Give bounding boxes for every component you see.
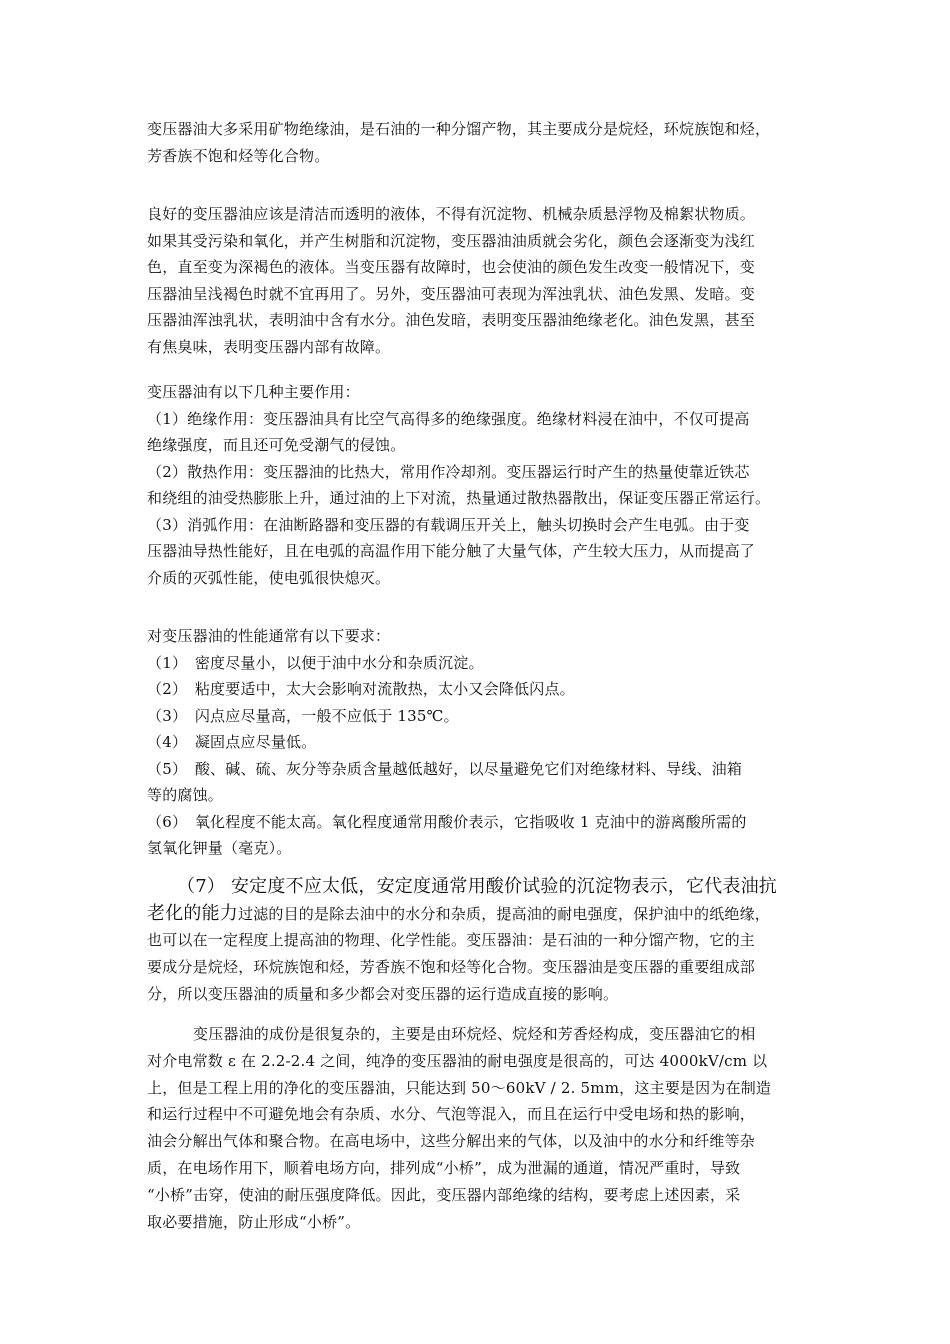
paragraph-intro <box>147 116 812 169</box>
list-item: （6） 氧化程度不能太高。氧化程度通常用酸价表示，它指吸收 1 克油中的游离酸所需的 <box>147 812 747 831</box>
list-item: （1）绝缘作用：变压器油具有比空气高得多的绝缘强度。绝缘材料浸在油中，不仅可提高 <box>147 409 750 428</box>
text-line: 变压器油的成份是很复杂的，主要是由环烷烃、烷烃和芳香烃构成，变压器油它的相 <box>193 1025 756 1043</box>
text-line: 绝缘强度，而且还可免受潮气的侵蚀。 <box>147 436 406 454</box>
text-line: 分，所以变压器油的质量和多少都会对变压器的运行造成直接的影响。 <box>147 985 619 1003</box>
list-item: （5） 酸、碱、硫、灰分等杂质含量越低越好，以尽量避免它们对绝缘材料、导线、油箱 <box>147 759 743 778</box>
list-item: （2） 粘度要适中，太大会影响对流散热，太小又会降低闪点。 <box>147 680 575 698</box>
text-line: 和绕组的油受热膨胀上升，通过油的上下对流，热量通过散热器散出，保证变压器正常运行。 <box>147 489 771 507</box>
text-line <box>147 900 812 927</box>
text-line: 变压器油大多采用矿物绝缘油，是石油的一种分馏产物，其主要成分是烷烃，环烷族饱和烃， <box>147 120 771 138</box>
text-line: 质，在电场作用下，顺着电场方向，排列成“小桥”，成为泄漏的通道，情况严重时，导致 <box>147 1158 741 1177</box>
text-fragment: 过滤的目的是除去油中的水分和杂质，提高油的耐电强度，保护油中的纸绝缘， <box>238 905 771 923</box>
text-line: 对介电常数 ε 在 2.2-2.4 之间，纯净的变压器油的耐电强度是很高的，可达 4000kV/cm 以 <box>147 1051 768 1070</box>
text-line: 色，直至变为深褐色的液体。当变压器有故障时，也会使油的颜色发生改变一般情况下，变 <box>147 258 756 276</box>
text-line: 压器油导热性能好，且在电弧的高温作用下能分触了大量气体，产生较大压力，从而提高了 <box>147 542 756 560</box>
text-line: 介质的灭弧性能，使电弧很快熄灭。 <box>147 568 391 587</box>
paragraph-stability <box>147 873 812 1008</box>
section-heading: 对变压器油的性能通常有以下要求： <box>147 627 391 645</box>
text-line: 取必要措施，防止形成“小桥”。 <box>147 1212 361 1231</box>
list-item: （3） 闪点应尽量高，一般不应低于 135℃。 <box>147 706 459 725</box>
text-line: “小桥”击穿，使油的耐压强度降低。因此，变压器内部绝缘的结构，要考虑上述因素，采 <box>147 1185 741 1204</box>
text-line: 压器油浑浊乳状，表明油中含有水分。油色发暗，表明变压器油绝缘老化。油色发黑，甚至 <box>147 311 756 329</box>
text-line: 芳香族不饱和烃等化合物。 <box>147 146 330 165</box>
text-line: 氢氧化钾量（毫克）。 <box>147 839 292 857</box>
list-item: （7） 安定度不应太低，安定度通常用酸价试验的沉淀物表示，它代表油抗 <box>177 876 777 897</box>
text-line: 和运行过程中不可避免地会有杂质、水分、气泡等混入，而且在运行中受电场和热的影响， <box>147 1105 756 1124</box>
text-line: 也可以在一定程度上提高油的物理、化学性能。变压器油：是石油的一种分馏产物，它的主 <box>147 931 756 949</box>
text-line: 油会分解出气体和聚合物。在高电场中，这些分解出来的气体，以及油中的水分和纤维等杂 <box>147 1132 756 1151</box>
text-line: 压器油呈浅褐色时就不宜再用了。另外，变压器油可表现为浑浊乳状、油色发黑、发暗。变 <box>147 284 756 303</box>
paragraph-requirements <box>147 623 812 862</box>
list-item: （2）散热作用：变压器油的比热大，常用作冷却剂。变压器运行时产生的热量使靠近铁芯 <box>147 462 750 481</box>
text-line: 等的腐蚀。 <box>147 786 224 804</box>
text-fragment-large: 老化的能力 <box>147 903 238 924</box>
text-line: 有焦臭味，表明变压器内部有故障。 <box>147 337 391 356</box>
paragraph-functions <box>147 379 812 591</box>
text-line: 上，但是工程上用的净化的变压器油，只能达到 50～60kV / 2. 5mm，这主要是因为在制造 <box>147 1078 772 1097</box>
list-item: （3）消弧作用：在油断路器和变压器的有载调压开关上，触头切换时会产生电弧。由于变 <box>147 515 750 534</box>
list-item: （1） 密度尽量小，以便于油中水分和杂质沉淀。 <box>147 653 484 672</box>
list-item: （4） 凝固点应尽量低。 <box>147 733 317 751</box>
paragraph-oil-quality <box>147 201 812 360</box>
section-heading: 变压器油有以下几种主要作用： <box>147 383 360 401</box>
text-line: 要成分是烷烃，环烷族饱和烃，芳香族不饱和烃等化合物。变压器油是变压器的重要组成部 <box>147 958 756 976</box>
text-line: 良好的变压器油应该是清洁而透明的液体，不得有沉淀物、机械杂质悬浮物及棉絮状物质。 <box>147 205 756 223</box>
text-line: 如果其受污染和氧化，并产生树脂和沉淀物，变压器油油质就会劣化，颜色会逐渐变为浅红 <box>147 231 756 250</box>
paragraph-composition <box>147 1021 812 1235</box>
